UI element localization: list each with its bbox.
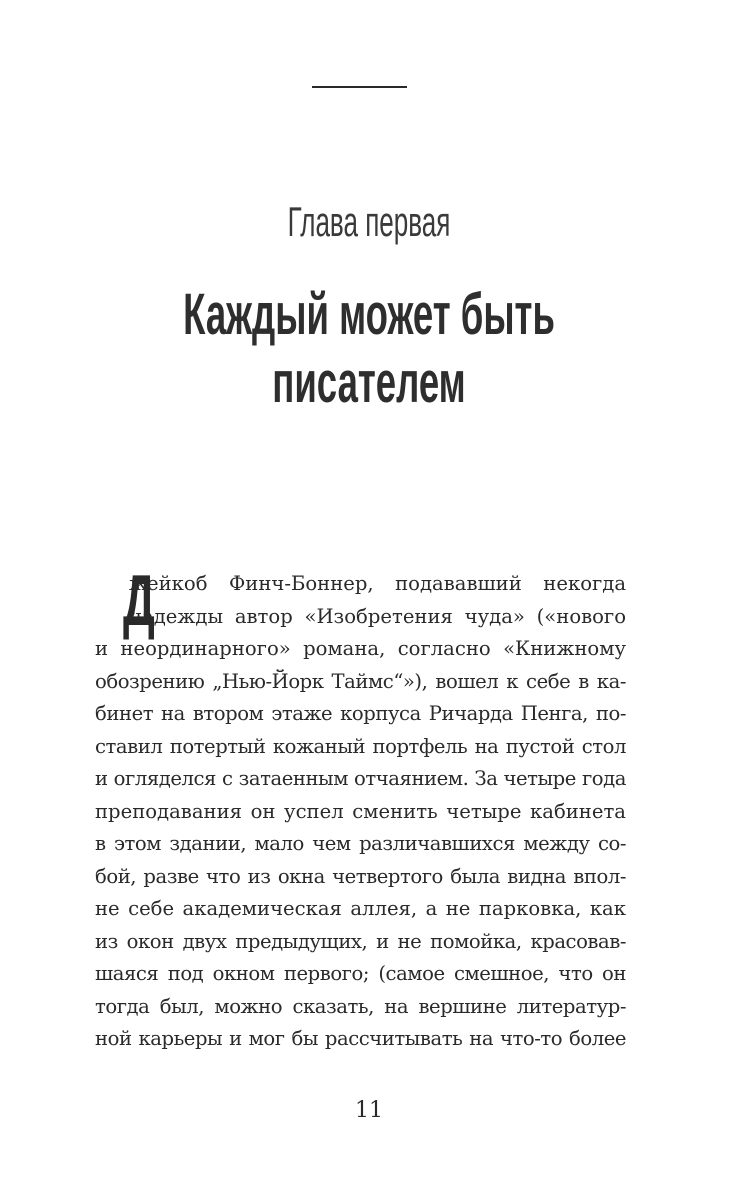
text-line: бинет на втором этаже корпуса Ричарда Пенга, по- xyxy=(95,702,626,725)
text-line: ставил потертый кожаный портфель на пустой стол xyxy=(95,734,626,758)
top-rule xyxy=(312,86,407,88)
text-line: и огляделся с затаенным отчаянием. За четыре года xyxy=(95,767,626,790)
text-line: преподавания он успел сменить четыре кабинета xyxy=(95,799,626,823)
text-line: бой, разве что из окна четвертого была видна впол- xyxy=(95,864,626,888)
body-text xyxy=(95,561,626,1056)
drop-cap: Д xyxy=(123,561,155,641)
page-number: 11 xyxy=(355,1098,383,1123)
text-line: и неординарного» романа, согласно «Книжному xyxy=(95,637,626,660)
text-line: шаяся под окном первого; (самое смешное, что он xyxy=(95,962,626,985)
text-line: жейкоб Финч-Боннер, подававший некогда xyxy=(129,572,626,595)
text-line: в этом здании, мало чем различавшихся между со- xyxy=(95,832,626,855)
text-line: надежды автор «Изобретения чуда» («нового xyxy=(129,604,626,628)
text-line: тогда был, можно сказать, на вершине литератур- xyxy=(95,994,626,1018)
text-line: ной карьеры и мог бы рассчитывать на что-то более xyxy=(95,1027,626,1050)
text-line: обозрению „Нью-Йорк Таймс“»), вошел к себе в ка- xyxy=(95,669,626,693)
chapter-label: Глава первая xyxy=(287,198,451,245)
chapter-title: Каждый может быть писателем xyxy=(183,282,555,415)
text-line: не себе академическая аллея, а не парковка, как xyxy=(95,897,626,920)
text-line: из окон двух предыдущих, и не помойка, красовав- xyxy=(95,929,626,953)
